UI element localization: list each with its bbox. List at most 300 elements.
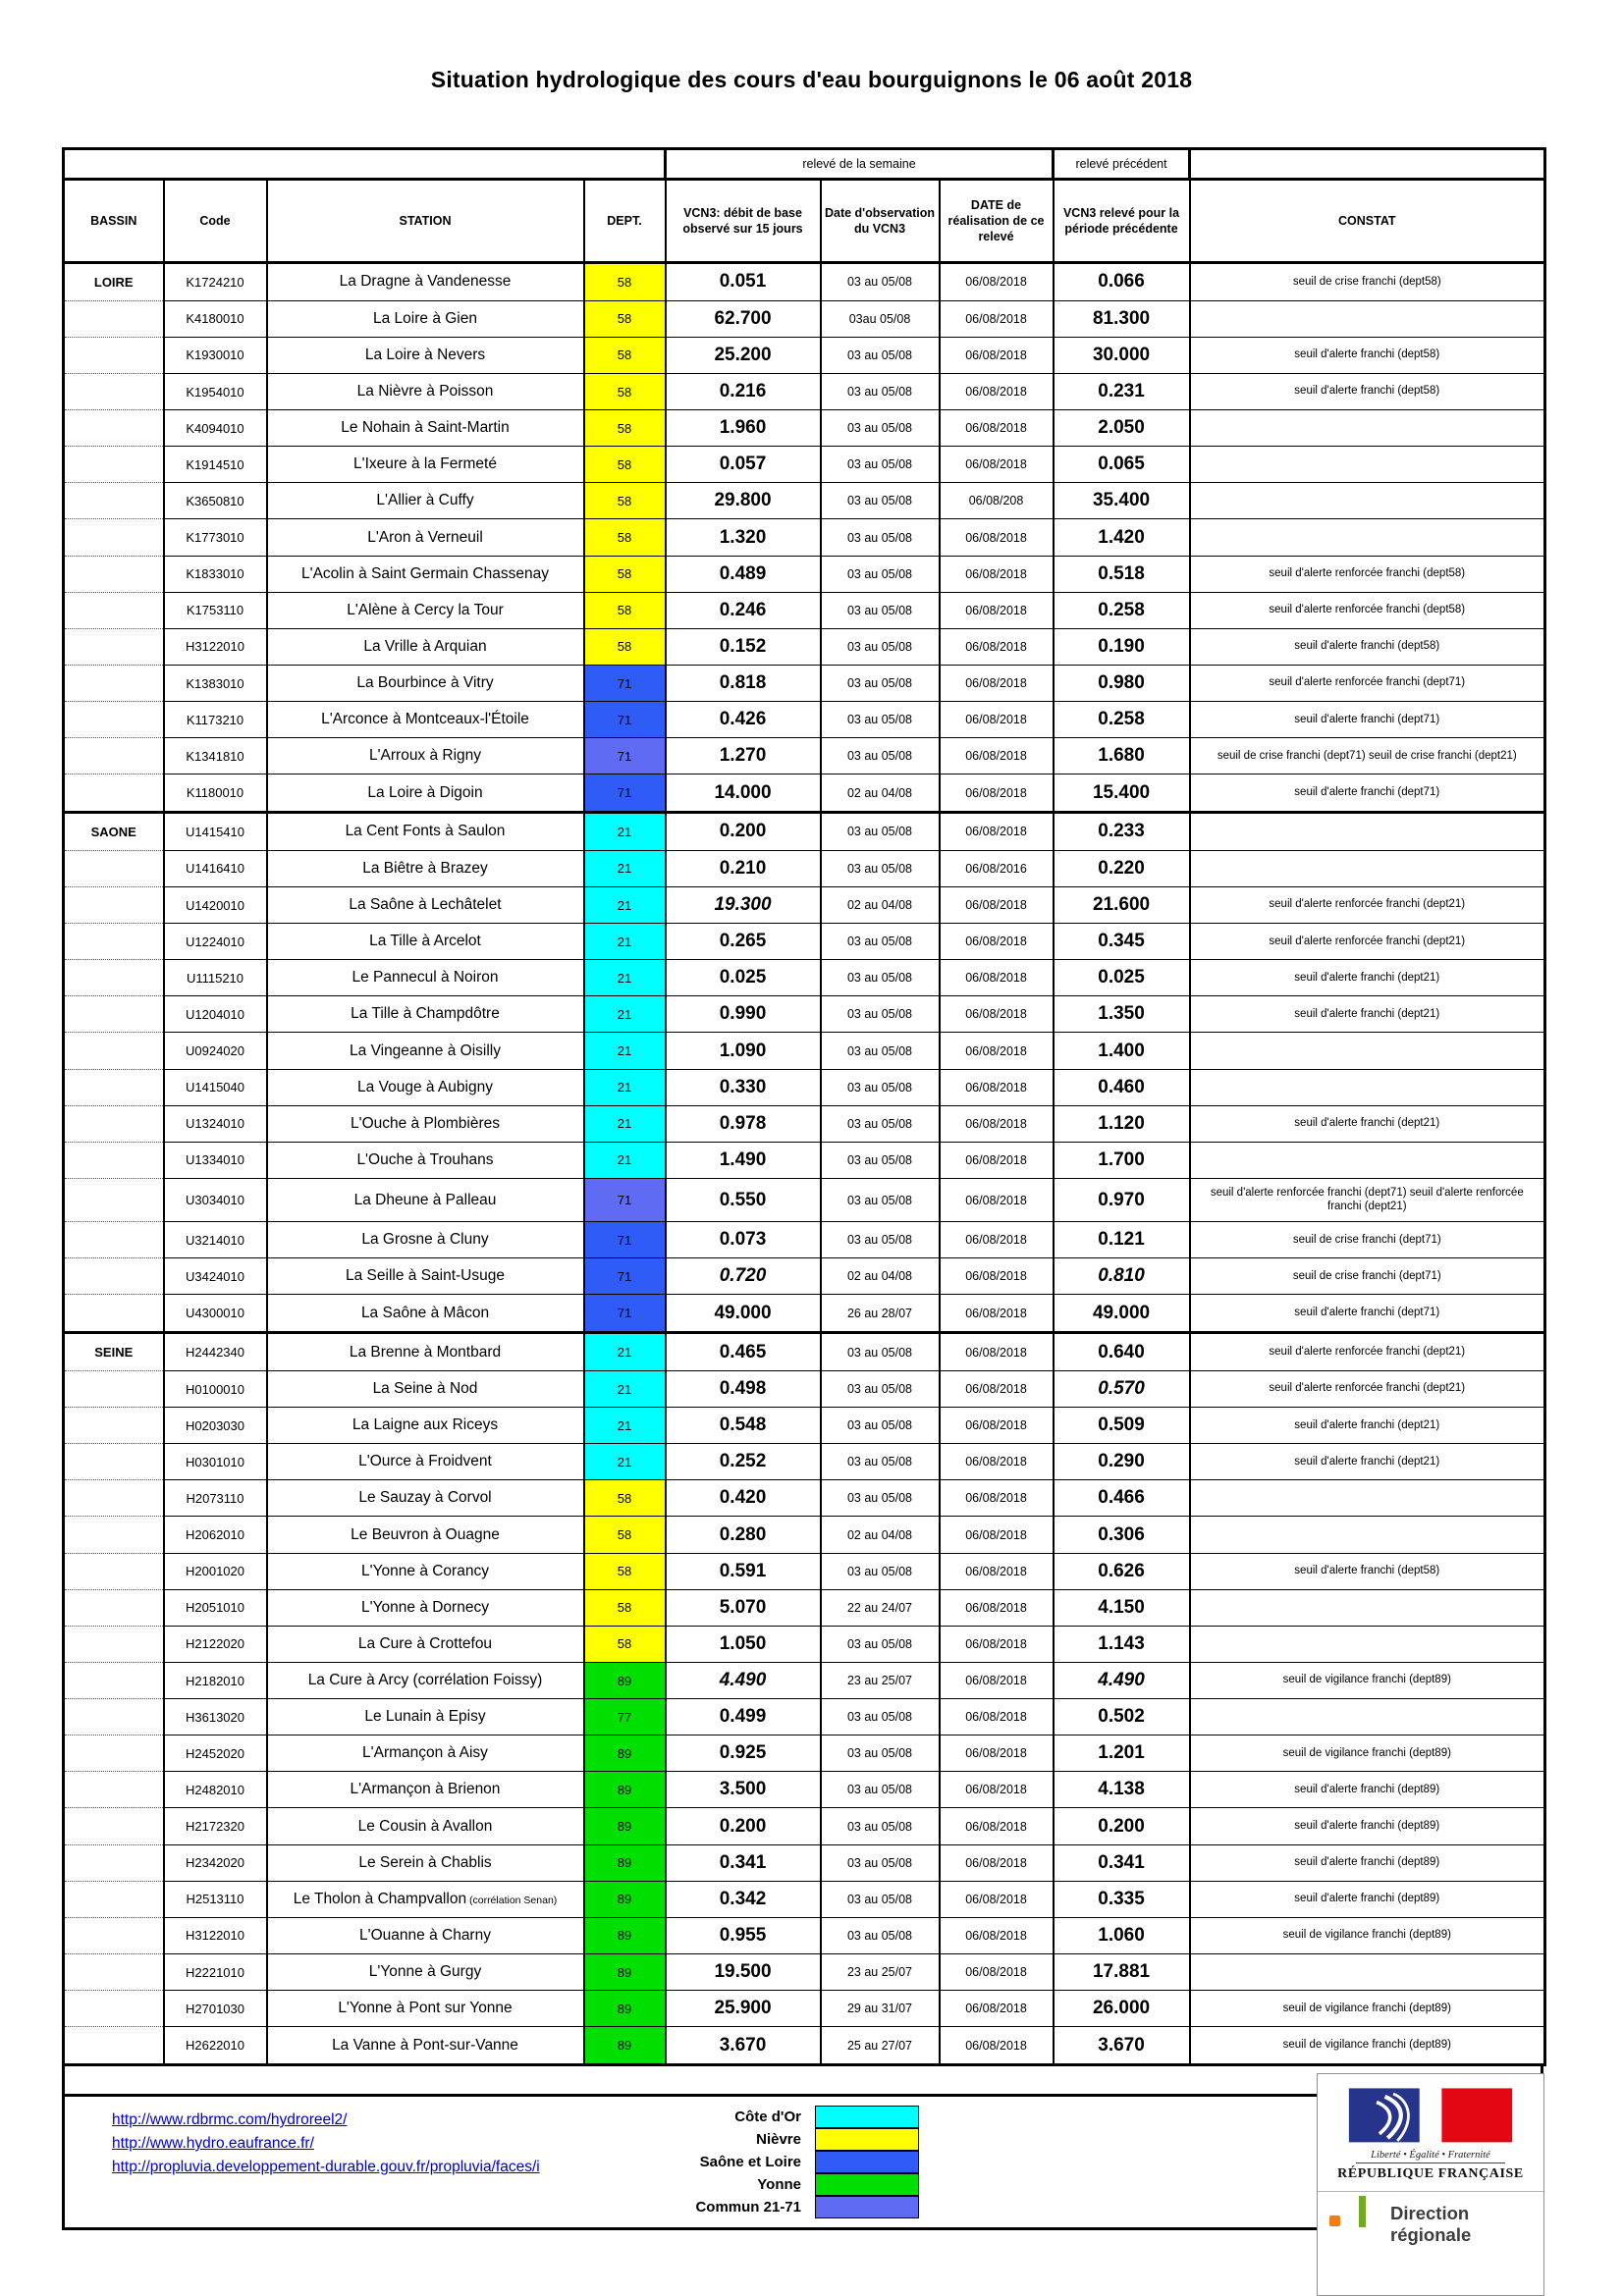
bassin-cell (64, 738, 164, 774)
vcn3-prev-value: 0.640 (1054, 1333, 1190, 1371)
obs-date: 03 au 05/08 (821, 960, 940, 996)
vcn3-prev-value: 2.050 (1054, 410, 1190, 447)
station-name: La Seille à Saint-Usuge (267, 1258, 584, 1295)
station-code: K1724210 (164, 263, 267, 301)
releve-date: 06/08/2018 (940, 1033, 1054, 1069)
obs-date: 23 au 25/07 (821, 1953, 940, 1990)
constat-text: seuil d'alerte franchi (dept58) (1190, 628, 1545, 665)
station-code: H2622010 (164, 2027, 267, 2065)
constat-text (1190, 1033, 1545, 1069)
vcn3-value: 0.489 (666, 556, 821, 592)
table-row (64, 1033, 1545, 1069)
table-row (64, 1991, 1545, 2027)
dreal-green-bar-icon (1359, 2196, 1366, 2227)
link-propluvia[interactable]: http://propluvia.developpement-durable.gouv.fr/propluvia/faces/i (112, 2159, 540, 2175)
obs-date: 03 au 05/08 (821, 1222, 940, 1258)
group-header-blank (64, 149, 666, 180)
dreal-logo-row (1318, 2192, 1543, 2245)
vcn3-prev-value: 1.420 (1054, 519, 1190, 556)
dept-badge: 89 (584, 1662, 666, 1698)
dept-badge: 58 (584, 300, 666, 337)
vcn3-value: 0.720 (666, 1258, 821, 1295)
vcn3-value: 0.280 (666, 1517, 821, 1553)
dept-badge: 21 (584, 813, 666, 851)
vcn3-prev-value: 4.490 (1054, 1662, 1190, 1698)
constat-text: seuil de crise franchi (dept71) (1190, 1258, 1545, 1295)
vcn3-prev-value: 0.220 (1054, 850, 1190, 886)
station-name: La Loire à Gien (267, 300, 584, 337)
station-name: L'Ixeure à la Fermeté (267, 447, 584, 483)
constat-text: seuil d'alerte franchi (dept89) (1190, 1881, 1545, 1917)
dept-badge: 89 (584, 1772, 666, 1808)
table-row (64, 1662, 1545, 1698)
station-name: L'Armançon à Brienon (267, 1772, 584, 1808)
releve-date: 06/08/2018 (940, 628, 1054, 665)
station-name: La Vouge à Aubigny (267, 1069, 584, 1105)
dept-badge: 58 (584, 628, 666, 665)
vcn3-value: 0.978 (666, 1105, 821, 1142)
station-name: L'Armançon à Aisy (267, 1735, 584, 1772)
vcn3-prev-value: 3.670 (1054, 2027, 1190, 2065)
bassin-cell (64, 850, 164, 886)
station-code: K1173210 (164, 702, 267, 738)
vcn3-prev-value: 0.121 (1054, 1222, 1190, 1258)
dept-badge: 89 (584, 2027, 666, 2065)
vcn3-value: 1.270 (666, 738, 821, 774)
station-name: La Saône à Lechâtelet (267, 886, 584, 923)
vcn3-value: 25.900 (666, 1991, 821, 2027)
dept-badge: 21 (584, 1444, 666, 1480)
table-row (64, 1333, 1545, 1371)
vcn3-prev-value: 0.341 (1054, 1844, 1190, 1881)
legend-label: Côte d'Or (734, 2109, 801, 2125)
constat-text: seuil d'alerte franchi (dept71) (1190, 1295, 1545, 1333)
dept-badge: 71 (584, 1295, 666, 1333)
table-row (64, 1881, 1545, 1917)
station-name: La Dragne à Vandenesse (267, 263, 584, 301)
station-code: U3214010 (164, 1222, 267, 1258)
obs-date: 03 au 05/08 (821, 738, 940, 774)
station-name: L'Yonne à Gurgy (267, 1953, 584, 1990)
dreal-direction-label: Direction régionale (1390, 2203, 1472, 2245)
obs-date: 03 au 05/08 (821, 1881, 940, 1917)
table-row (64, 1735, 1545, 1772)
bassin-cell (64, 410, 164, 447)
vcn3-value: 0.246 (666, 592, 821, 628)
releve-date: 06/08/2018 (940, 702, 1054, 738)
releve-date: 06/08/2018 (940, 1370, 1054, 1407)
station-code: U1204010 (164, 996, 267, 1033)
table-row (64, 924, 1545, 960)
constat-text: seuil d'alerte franchi (dept21) (1190, 996, 1545, 1033)
table-row (64, 665, 1545, 701)
table-row (64, 774, 1545, 813)
dept-badge: 21 (584, 886, 666, 923)
dept-badge: 58 (584, 263, 666, 301)
vcn3-value: 0.152 (666, 628, 821, 665)
table-row (64, 1142, 1545, 1178)
dept-badge: 21 (584, 1370, 666, 1407)
obs-date: 03 au 05/08 (821, 1142, 940, 1178)
table-row (64, 1178, 1545, 1221)
table-row (64, 1258, 1545, 1295)
releve-date: 06/08/208 (940, 483, 1054, 519)
table-row (64, 1808, 1545, 1844)
bassin-cell: LOIRE (64, 263, 164, 301)
vcn3-value: 0.330 (666, 1069, 821, 1105)
station-code: H2051010 (164, 1589, 267, 1626)
group-header-previous: relevé précédent (1054, 149, 1190, 180)
constat-text (1190, 447, 1545, 483)
bassin-cell (64, 886, 164, 923)
dept-badge: 71 (584, 665, 666, 701)
station-name: La Bourbince à Vitry (267, 665, 584, 701)
obs-date: 03 au 05/08 (821, 373, 940, 409)
obs-date: 03 au 05/08 (821, 1844, 940, 1881)
station-name: La Cure à Crottefou (267, 1626, 584, 1662)
obs-date: 03 au 05/08 (821, 1917, 940, 1953)
obs-date: 03 au 05/08 (821, 996, 940, 1033)
station-name: La Loire à Nevers (267, 337, 584, 373)
legend-swatch (815, 2151, 919, 2173)
station-name: La Grosne à Cluny (267, 1222, 584, 1258)
table-row (64, 850, 1545, 886)
releve-date: 06/08/2018 (940, 1142, 1054, 1178)
releve-date: 06/08/2018 (940, 1626, 1054, 1662)
vcn3-value: 0.265 (666, 924, 821, 960)
constat-text (1190, 1142, 1545, 1178)
station-code: H2122020 (164, 1626, 267, 1662)
constat-text: seuil d'alerte renforcée franchi (dept21) (1190, 924, 1545, 960)
releve-date: 06/08/2018 (940, 996, 1054, 1033)
vcn3-value: 25.200 (666, 337, 821, 373)
header-vcn3-precedent: VCN3 relevé pour la période précédente (1054, 180, 1190, 263)
releve-date: 06/08/2018 (940, 1444, 1054, 1480)
bassin-cell (64, 1881, 164, 1917)
header-vcn3: VCN3: débit de base observé sur 15 jours (666, 180, 821, 263)
header-code: Code (164, 180, 267, 263)
group-header-row (64, 149, 1545, 180)
station-name: La Nièvre à Poisson (267, 373, 584, 409)
constat-text (1190, 1589, 1545, 1626)
obs-date: 03 au 05/08 (821, 813, 940, 851)
legend-swatch (815, 2173, 919, 2196)
releve-date: 06/08/2018 (940, 1105, 1054, 1142)
constat-text (1190, 813, 1545, 851)
dept-badge: 21 (584, 1408, 666, 1444)
dept-badge: 21 (584, 924, 666, 960)
dept-badge: 58 (584, 1553, 666, 1589)
bassin-cell (64, 1953, 164, 1990)
bassin-cell (64, 1480, 164, 1517)
releve-date: 06/08/2016 (940, 850, 1054, 886)
obs-date: 03 au 05/08 (821, 1178, 940, 1221)
vcn3-prev-value: 0.460 (1054, 1069, 1190, 1105)
bassin-cell: SEINE (64, 1333, 164, 1371)
station-code: K1383010 (164, 665, 267, 701)
station-code: K4180010 (164, 300, 267, 337)
dept-badge: 21 (584, 1105, 666, 1142)
station-code: K1180010 (164, 774, 267, 813)
obs-date: 02 au 04/08 (821, 774, 940, 813)
table-row (64, 2027, 1545, 2065)
links-list (112, 2109, 540, 2179)
obs-date: 03 au 05/08 (821, 1772, 940, 1808)
table-row (64, 410, 1545, 447)
constat-text: seuil d'alerte franchi (dept89) (1190, 1808, 1545, 1844)
vcn3-prev-value: 0.980 (1054, 665, 1190, 701)
releve-date: 06/08/2018 (940, 1772, 1054, 1808)
bassin-cell (64, 1589, 164, 1626)
logo-republic-text: RÉPUBLIQUE FRANÇAISE (1337, 2166, 1524, 2181)
constat-text: seuil de vigilance franchi (dept89) (1190, 1917, 1545, 1953)
obs-date: 03 au 05/08 (821, 263, 940, 301)
obs-date: 03 au 05/08 (821, 1699, 940, 1735)
dept-badge: 71 (584, 1258, 666, 1295)
constat-text: seuil de crise franchi (dept71) (1190, 1222, 1545, 1258)
legend-item (639, 2106, 919, 2128)
vcn3-value: 0.465 (666, 1333, 821, 1371)
bassin-cell (64, 1069, 164, 1105)
station-code: U4300010 (164, 1295, 267, 1333)
station-code: U1334010 (164, 1142, 267, 1178)
vcn3-value: 1.050 (666, 1626, 821, 1662)
vcn3-prev-value: 1.120 (1054, 1105, 1190, 1142)
legend-item (639, 2173, 919, 2196)
bassin-cell (64, 924, 164, 960)
dept-badge: 89 (584, 1953, 666, 1990)
vcn3-value: 0.818 (666, 665, 821, 701)
table-row (64, 592, 1545, 628)
obs-date: 03 au 05/08 (821, 1808, 940, 1844)
table-row (64, 1844, 1545, 1881)
table-row (64, 960, 1545, 996)
constat-text: seuil d'alerte franchi (dept21) (1190, 1105, 1545, 1142)
header-date-observation: Date d'observation du VCN3 (821, 180, 940, 263)
constat-text: seuil d'alerte franchi (dept21) (1190, 1444, 1545, 1480)
table-row (64, 1626, 1545, 1662)
station-name: La Laigne aux Riceys (267, 1408, 584, 1444)
constat-text: seuil d'alerte franchi (dept58) (1190, 1553, 1545, 1589)
station-code: U1416410 (164, 850, 267, 886)
station-name: La Dheune à Palleau (267, 1178, 584, 1221)
station-code: H2221010 (164, 1953, 267, 1990)
vcn3-prev-value: 0.502 (1054, 1699, 1190, 1735)
vcn3-prev-value: 1.201 (1054, 1735, 1190, 1772)
station-code: K4094010 (164, 410, 267, 447)
dept-badge: 89 (584, 1735, 666, 1772)
dept-badge: 58 (584, 556, 666, 592)
releve-date: 06/08/2018 (940, 813, 1054, 851)
station-name: Le Serein à Chablis (267, 1844, 584, 1881)
obs-date: 03 au 05/08 (821, 1408, 940, 1444)
vcn3-prev-value: 0.509 (1054, 1408, 1190, 1444)
vcn3-prev-value: 0.335 (1054, 1881, 1190, 1917)
releve-date: 06/08/2018 (940, 1735, 1054, 1772)
bassin-cell (64, 1917, 164, 1953)
vcn3-value: 0.073 (666, 1222, 821, 1258)
legend-label: Nièvre (756, 2131, 801, 2148)
vcn3-value: 0.925 (666, 1735, 821, 1772)
bassin-cell (64, 1370, 164, 1407)
station-name: Le Tholon à Champvallon (corrélation Senan) (267, 1881, 584, 1917)
station-name: L'Ouanne à Charny (267, 1917, 584, 1953)
obs-date: 03 au 05/08 (821, 592, 940, 628)
station-name: La Biêtre à Brazey (267, 850, 584, 886)
releve-date: 06/08/2018 (940, 1408, 1054, 1444)
station-name: La Seine à Nod (267, 1370, 584, 1407)
vcn3-prev-value: 0.626 (1054, 1553, 1190, 1589)
station-name: La Vingeanne à Oisilly (267, 1033, 584, 1069)
vcn3-value: 0.341 (666, 1844, 821, 1881)
dept-badge: 58 (584, 1589, 666, 1626)
constat-text: seuil d'alerte franchi (dept71) (1190, 702, 1545, 738)
bassin-cell (64, 1142, 164, 1178)
bassin-cell (64, 1553, 164, 1589)
releve-date: 06/08/2018 (940, 1295, 1054, 1333)
bassin-cell (64, 2027, 164, 2065)
vcn3-prev-value: 1.350 (1054, 996, 1190, 1033)
vcn3-prev-value: 1.400 (1054, 1033, 1190, 1069)
constat-text: seuil d'alerte franchi (dept21) (1190, 960, 1545, 996)
obs-date: 03 au 05/08 (821, 447, 940, 483)
table-row (64, 1772, 1545, 1808)
obs-date: 03 au 05/08 (821, 628, 940, 665)
dept-badge: 21 (584, 1333, 666, 1371)
dept-badge: 71 (584, 738, 666, 774)
bassin-cell (64, 447, 164, 483)
obs-date: 03 au 05/08 (821, 483, 940, 519)
station-code: U1224010 (164, 924, 267, 960)
table-row (64, 1444, 1545, 1480)
table-row (64, 1105, 1545, 1142)
vcn3-value: 5.070 (666, 1589, 821, 1626)
vcn3-prev-value: 49.000 (1054, 1295, 1190, 1333)
vcn3-value: 3.670 (666, 2027, 821, 2065)
bassin-cell (64, 628, 164, 665)
station-code: H2062010 (164, 1517, 267, 1553)
table-row (64, 1295, 1545, 1333)
bassin-cell (64, 592, 164, 628)
vcn3-value: 62.700 (666, 300, 821, 337)
station-code: H2073110 (164, 1480, 267, 1517)
bassin-cell (64, 1222, 164, 1258)
republique-francaise-logo (1318, 2087, 1543, 2182)
obs-date: 03 au 05/08 (821, 1333, 940, 1371)
releve-date: 06/08/2018 (940, 1517, 1054, 1553)
station-code: K1753110 (164, 592, 267, 628)
releve-date: 06/08/2018 (940, 1069, 1054, 1105)
dept-badge: 21 (584, 850, 666, 886)
station-name: Le Beuvron à Ouagne (267, 1517, 584, 1553)
vcn3-prev-value: 0.200 (1054, 1808, 1190, 1844)
vcn3-prev-value: 0.025 (1054, 960, 1190, 996)
header-dept: DEPT. (584, 180, 666, 263)
releve-date: 06/08/2018 (940, 519, 1054, 556)
dept-badge: 58 (584, 483, 666, 519)
releve-date: 06/08/2018 (940, 1333, 1054, 1371)
station-code: H0100010 (164, 1370, 267, 1407)
releve-date: 06/08/2018 (940, 1662, 1054, 1698)
dept-badge: 21 (584, 1033, 666, 1069)
vcn3-value: 0.216 (666, 373, 821, 409)
station-code: H3613020 (164, 1699, 267, 1735)
vcn3-value: 0.200 (666, 1808, 821, 1844)
obs-date: 03 au 05/08 (821, 665, 940, 701)
releve-date: 06/08/2018 (940, 1808, 1054, 1844)
dreal-orange-mark-icon (1329, 2216, 1340, 2226)
station-name: La Cure à Arcy (corrélation Foissy) (267, 1662, 584, 1698)
releve-date: 06/08/2018 (940, 263, 1054, 301)
legend-label: Commun 21-71 (695, 2199, 801, 2216)
bassin-cell (64, 483, 164, 519)
station-code: H2001020 (164, 1553, 267, 1589)
dept-badge: 58 (584, 592, 666, 628)
station-code: K1341810 (164, 738, 267, 774)
table-row (64, 628, 1545, 665)
legend-swatch (815, 2196, 919, 2218)
bassin-cell (64, 960, 164, 996)
link-hydro-eaufrance[interactable]: http://www.hydro.eaufrance.fr/ (112, 2135, 314, 2152)
table-row (64, 1589, 1545, 1626)
obs-date: 03 au 05/08 (821, 1370, 940, 1407)
dept-badge: 21 (584, 960, 666, 996)
vcn3-prev-value: 1.060 (1054, 1917, 1190, 1953)
releve-date: 06/08/2018 (940, 886, 1054, 923)
constat-text: seuil d'alerte renforcée franchi (dept21) (1190, 1333, 1545, 1371)
station-name: L'Arroux à Rigny (267, 738, 584, 774)
station-name: L'Ouche à Trouhans (267, 1142, 584, 1178)
releve-date: 06/08/2018 (940, 1258, 1054, 1295)
constat-text: seuil d'alerte renforcée franchi (dept21) (1190, 886, 1545, 923)
releve-date: 06/08/2018 (940, 1953, 1054, 1990)
vcn3-value: 0.252 (666, 1444, 821, 1480)
constat-text: seuil d'alerte renforcée franchi (dept58) (1190, 592, 1545, 628)
obs-date: 03 au 05/08 (821, 1033, 940, 1069)
table-row (64, 886, 1545, 923)
releve-date: 06/08/2018 (940, 1480, 1054, 1517)
constat-text: seuil de crise franchi (dept71) seuil de crise franchi (dept21) (1190, 738, 1545, 774)
legend-label: Saône et Loire (699, 2154, 801, 2170)
vcn3-value: 0.955 (666, 1917, 821, 1953)
releve-date: 06/08/2018 (940, 1699, 1054, 1735)
constat-text: seuil de crise franchi (dept58) (1190, 263, 1545, 301)
obs-date: 03au 05/08 (821, 300, 940, 337)
station-name: L'Yonne à Pont sur Yonne (267, 1991, 584, 2027)
vcn3-prev-value: 4.138 (1054, 1772, 1190, 1808)
table-row (64, 1408, 1545, 1444)
station-code: U3424010 (164, 1258, 267, 1295)
link-hydroreel[interactable]: http://www.rdbrmc.com/hydroreel2/ (112, 2111, 348, 2128)
vcn3-prev-value: 21.600 (1054, 886, 1190, 923)
bassin-cell (64, 519, 164, 556)
vcn3-prev-value: 35.400 (1054, 483, 1190, 519)
vcn3-prev-value: 0.306 (1054, 1517, 1190, 1553)
constat-text: seuil d'alerte franchi (dept21) (1190, 1408, 1545, 1444)
vcn3-prev-value: 1.680 (1054, 738, 1190, 774)
obs-date: 02 au 04/08 (821, 886, 940, 923)
obs-date: 26 au 28/07 (821, 1295, 940, 1333)
releve-date: 06/08/2018 (940, 300, 1054, 337)
vcn3-prev-value: 17.881 (1054, 1953, 1190, 1990)
station-name: La Tille à Champdôtre (267, 996, 584, 1033)
vcn3-value: 0.498 (666, 1370, 821, 1407)
bassin-cell (64, 556, 164, 592)
obs-date: 03 au 05/08 (821, 1626, 940, 1662)
dept-badge: 58 (584, 519, 666, 556)
obs-date: 03 au 05/08 (821, 337, 940, 373)
station-name: L'Ouche à Plombières (267, 1105, 584, 1142)
